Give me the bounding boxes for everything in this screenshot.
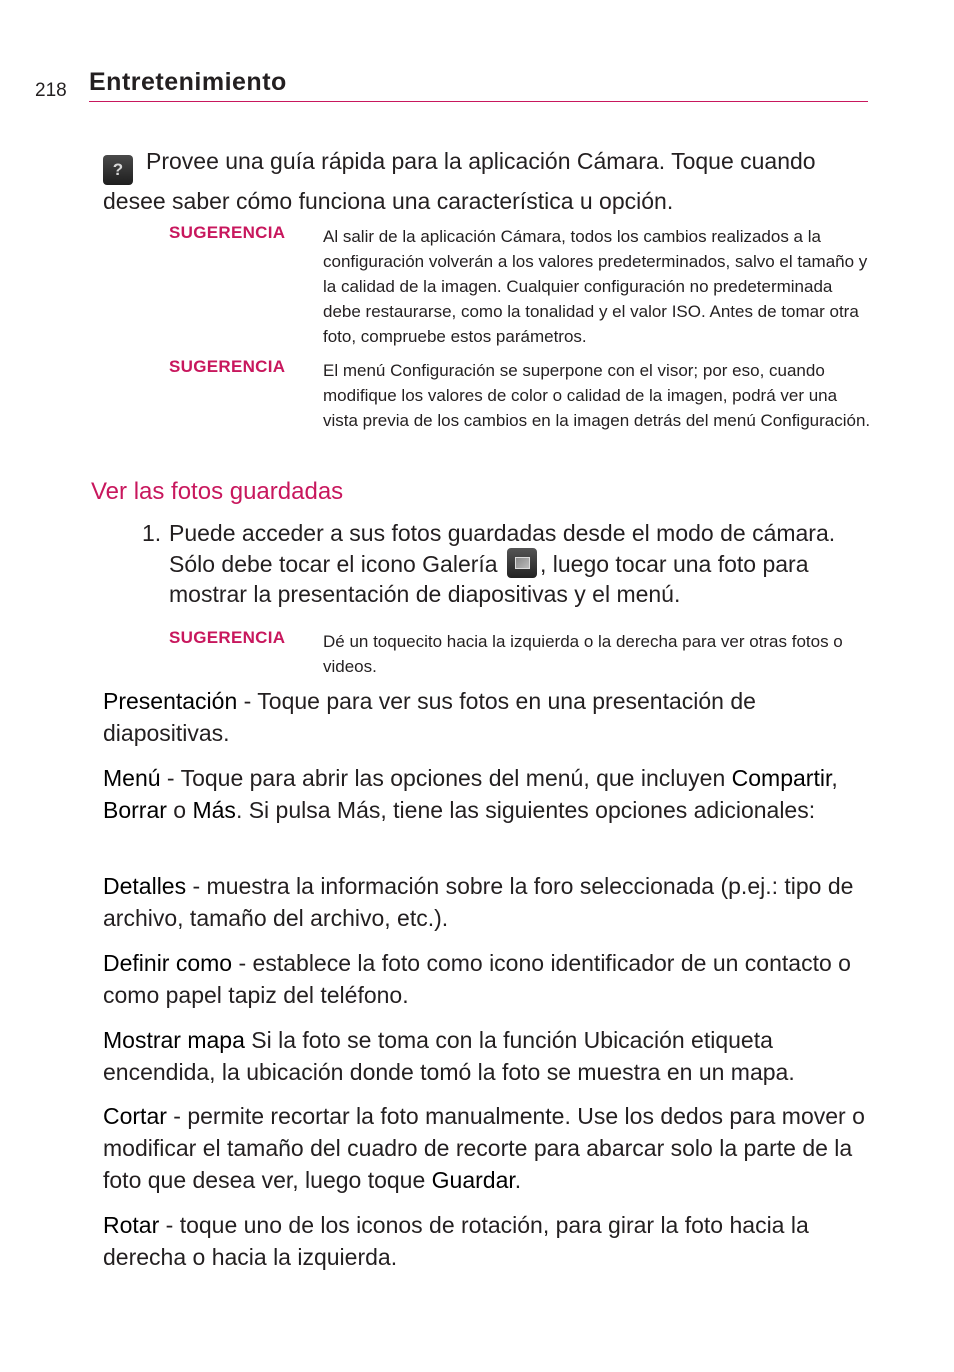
section-title: Entretenimiento — [89, 68, 287, 96]
item-cortar — [103, 1100, 875, 1196]
term-cortar: Cortar — [103, 1103, 167, 1129]
subsection-title: Ver las fotos guardadas — [91, 478, 344, 505]
tip-label: SUGERENCIA — [169, 628, 286, 647]
sep-2: o — [166, 797, 193, 823]
item-presentacion — [103, 685, 875, 749]
term-menu: Menú — [103, 765, 161, 791]
page-header — [0, 66, 954, 106]
tip-text: Al salir de la aplicación Cámara, todos los cambios realizados a la configuración volverán a los valores predeterminados, salvo el tamaño y la calidad de la imagen. Cualquier configuración no predeterminada debe restaurarse, como la tonalidad y el valor ISO. Antes de tomar otra foto, compruebe estos parámetros. — [323, 227, 868, 346]
term-guardar: Guardar — [431, 1167, 515, 1193]
term-presentacion: Presentación — [103, 688, 238, 714]
item-rotar — [103, 1209, 875, 1273]
term-rotar: Rotar — [103, 1212, 160, 1238]
desc-cortar-b: . — [514, 1167, 522, 1193]
desc-definir-como: - establece la foto como icono identificador de un contacto o como papel tapiz del teléfono. — [103, 950, 851, 1008]
header-rule — [89, 101, 868, 102]
intro-paragraph — [103, 145, 873, 217]
intro-text: Provee una guía rápida para la aplicación Cámara. Toque cuando desee saber cómo funciona una característica u opción. — [103, 148, 816, 214]
step-text-b: , luego tocar una foto para mostrar la presentación de diapositivas y el menú. — [169, 551, 809, 607]
item-mostrar-mapa — [103, 1024, 875, 1088]
desc-detalles: - muestra la información sobre la foro seleccionada (p.ej.: tipo de archivo, tamaño del archivo, etc.). — [103, 873, 854, 931]
desc-mostrar-mapa: Si la foto se toma con la función Ubicación etiqueta encendida, la ubicación donde tomó la foto se muestra en un mapa. — [103, 1027, 795, 1085]
item-detalles — [103, 870, 875, 934]
term-compartir: Compartir — [731, 765, 832, 791]
step-text — [169, 518, 874, 609]
step-number: 1. — [142, 520, 162, 546]
term-detalles: Detalles — [103, 873, 187, 899]
item-menu — [103, 762, 875, 826]
desc-presentacion: - Toque para ver sus fotos en una presentación de diapositivas. — [103, 688, 756, 746]
step-text-a: Puede acceder a sus fotos guardadas desde el modo de cámara. Sólo debe tocar el icono Galería — [169, 520, 836, 577]
term-mostrar-mapa: Mostrar mapa — [103, 1027, 245, 1053]
desc-cortar-a: - permite recortar la foto manualmente. Use los dedos para mover o modificar el tamaño del cuadro de recorte para abarcar solo la parte de la foto que desea ver, luego toque — [103, 1103, 865, 1193]
term-definir-como: Definir como — [103, 950, 233, 976]
tip-text: El menú Configuración se superpone con el visor; por eso, cuando modifique los valores de color o calidad de la imagen, podrá ver una vista previa de los cambios en la imagen detrás del menú Configuración. — [323, 361, 871, 430]
item-definir-como — [103, 947, 875, 1011]
desc-menu-a: - Toque para abrir las opciones del menú, que incluyen — [160, 765, 732, 791]
page-number: 218 — [35, 80, 67, 101]
term-mas: Más — [192, 797, 236, 823]
question-mark-icon: ? — [103, 155, 133, 185]
tip-text: Dé un toquecito hacia la izquierda o la derecha para ver otras fotos o videos. — [323, 632, 843, 676]
tip-label: SUGERENCIA — [169, 357, 286, 376]
sep-1: , — [831, 765, 838, 791]
desc-menu-b: . Si pulsa Más, tiene las siguientes opciones adicionales: — [235, 797, 816, 823]
gallery-icon — [507, 548, 537, 578]
term-borrar: Borrar — [103, 797, 167, 823]
desc-rotar: - toque uno de los iconos de rotación, para girar la foto hacia la derecha o hacia la izquierda. — [103, 1212, 809, 1270]
tip-label: SUGERENCIA — [169, 223, 286, 242]
